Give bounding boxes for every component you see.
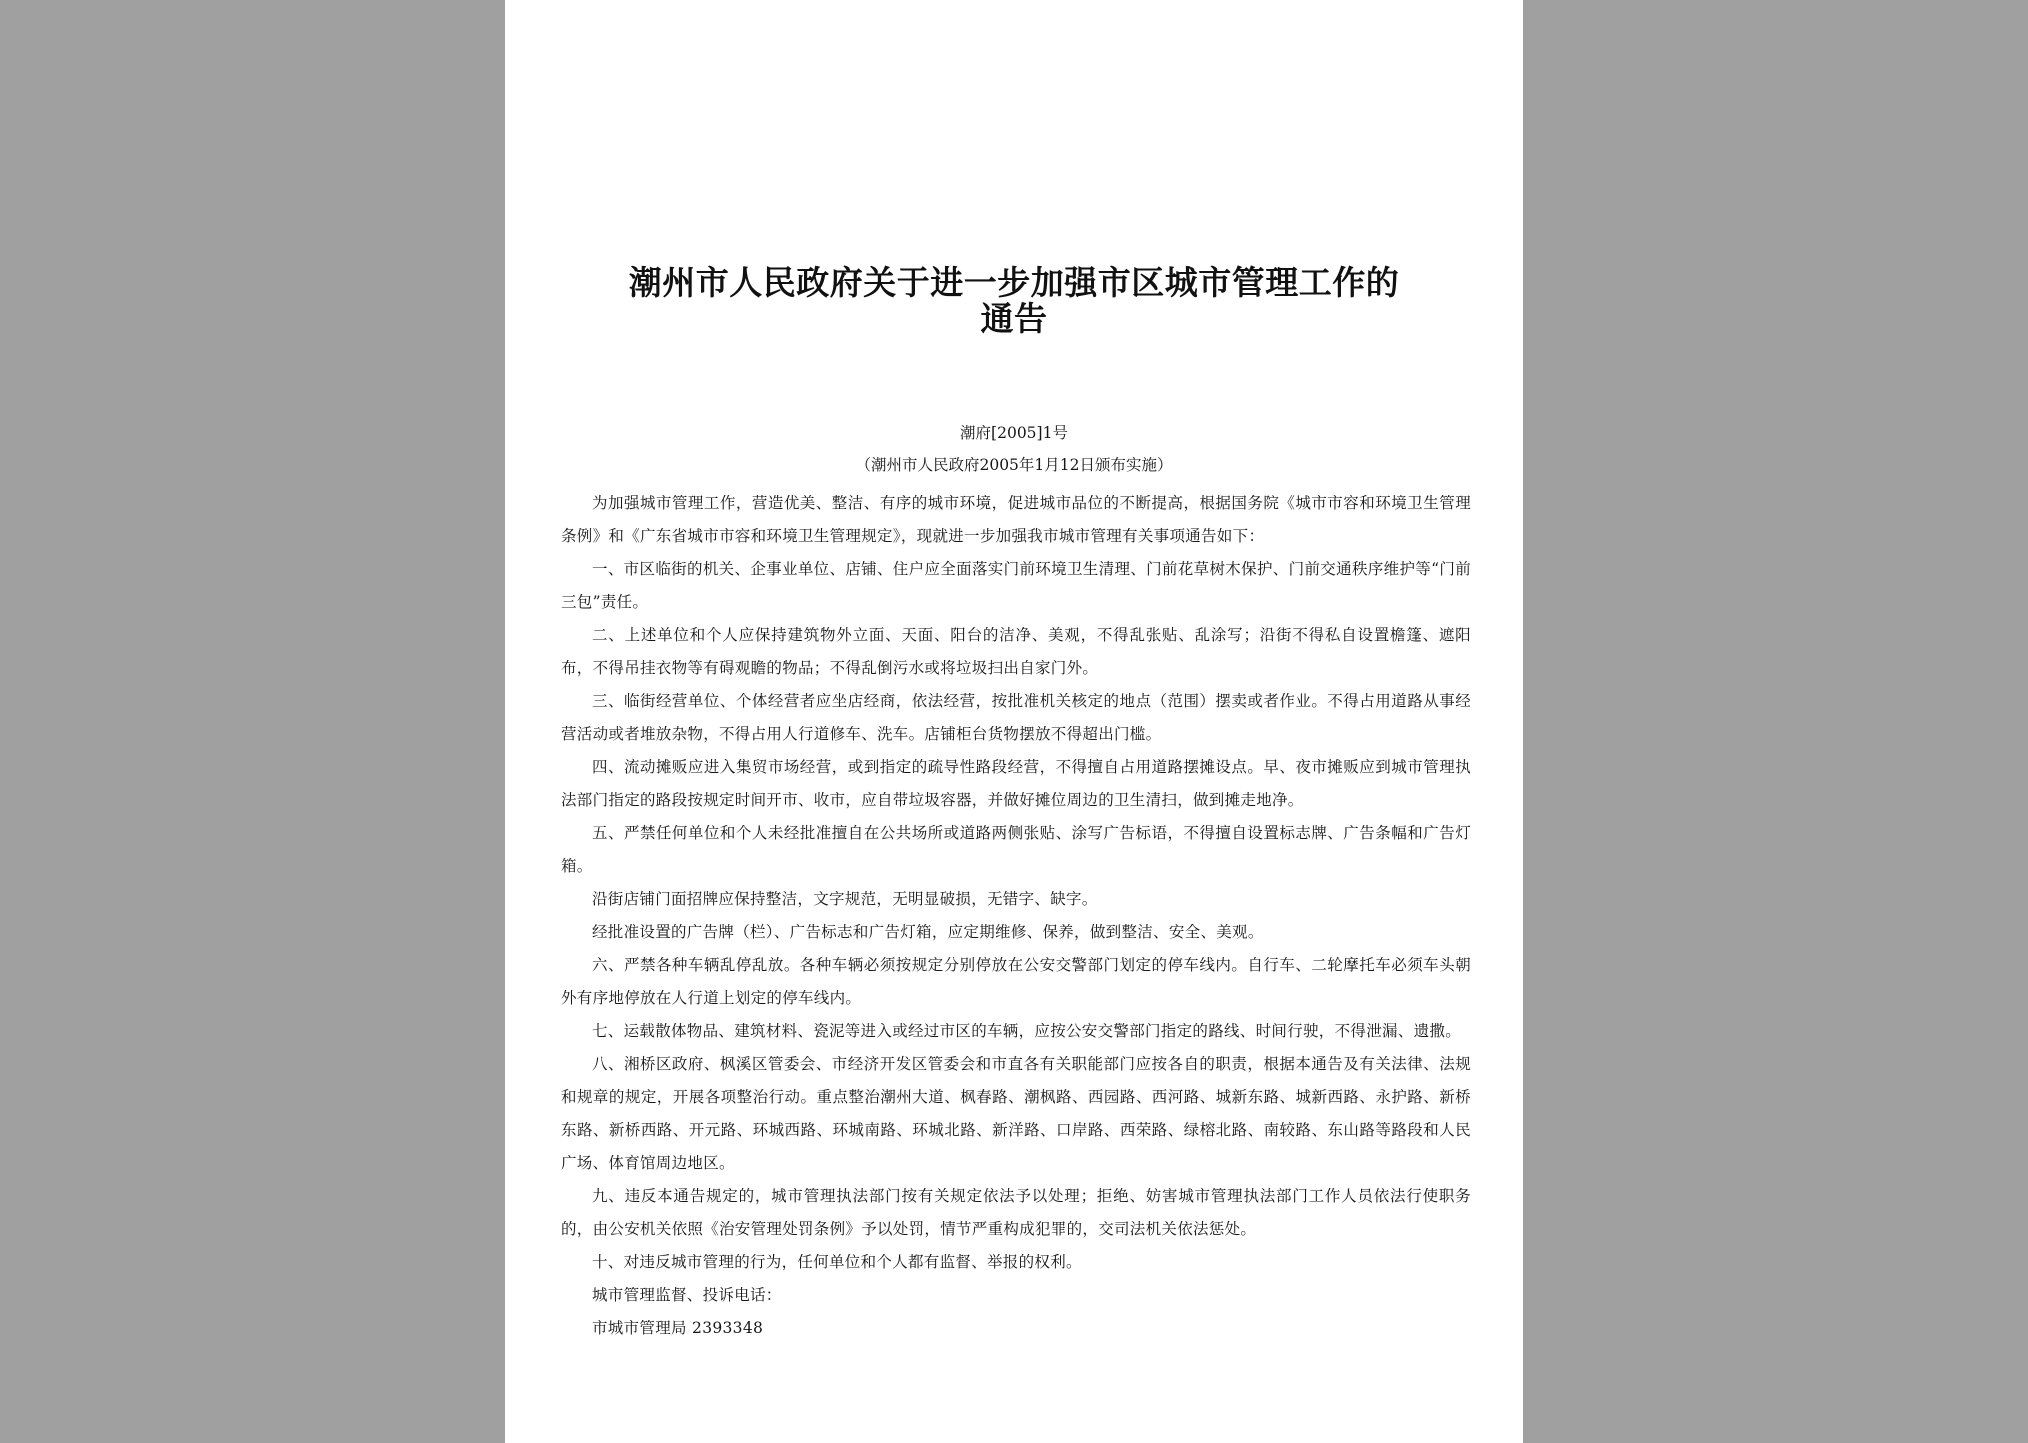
- paragraph-item-5-billboards: 经批准设置的广告牌（栏）、广告标志和广告灯箱，应定期维修、保养，做到整洁、安全、美观。: [592, 923, 1264, 941]
- paragraph-hotline-label: 城市管理监督、投诉电话：: [592, 1286, 782, 1304]
- paragraph-item-8: 八、湘桥区政府、枫溪区管委会、市经济开发区管委会和市直各有关职能部门应按各自的职责，根据本通告及有关法律、法规和规章的规定，开展各项整治行动。重点整治潮州大道、枫春路、潮枫路、西园路、西河路、城新东路、城新西路、永护路、新桥东路、新桥西路、开元路、环城西路、环城南路、环城北路、新洋路、口岸路、西荣路、绿榕北路、南较路、东山路等路段和人民广场、体育馆周边地区。: [561, 1055, 1471, 1172]
- paragraph-item-4: 四、流动摊贩应进入集贸市场经营，或到指定的疏导性路段经营，不得擅自占用道路摆摊设点。早、夜市摊贩应到城市管理执法部门指定的路段按规定时间开市、收市，应自带垃圾容器，并做好摊位周边的卫生清扫，做到摊走地净。: [561, 758, 1471, 809]
- paragraph-item-6: 六、严禁各种车辆乱停乱放。各种车辆必须按规定分别停放在公安交警部门划定的停车线内。自行车、二轮摩托车必须车头朝外有序地停放在人行道上划定的停车线内。: [561, 956, 1471, 1007]
- document-body: [561, 487, 1471, 1345]
- paragraph-item-3: 三、临街经营单位、个体经营者应坐店经商，依法经营，按批准机关核定的地点（范围）摆卖或者作业。不得占用道路从事经营活动或者堆放杂物，不得占用人行道修车、洗车。店铺柜台货物摆放不得超出门槛。: [561, 692, 1471, 743]
- paragraph-item-10: 十、对违反城市管理的行为，任何单位和个人都有监督、举报的权利。: [592, 1253, 1082, 1271]
- paragraph-item-1: 一、市区临街的机关、企事业单位、店铺、住户应全面落实门前环境卫生清理、门前花草树木保护、门前交通秩序维护等“门前三包”责任。: [561, 560, 1471, 611]
- document-number: 潮府[2005]1号: [960, 424, 1068, 442]
- document-title-line-2: 通告: [980, 299, 1048, 338]
- paragraph-item-9: 九、违反本通告规定的，城市管理执法部门按有关规定依法予以处理；拒绝、妨害城市管理执法部门工作人员依法行使职务的，由公安机关依照《治安管理处罚条例》予以处罚，情节严重构成犯罪的，交司法机关依法惩处。: [561, 1187, 1471, 1238]
- document-title-line-1: 潮州市人民政府关于进一步加强市区城市管理工作的: [628, 263, 1400, 302]
- issue-note: （潮州市人民政府2005年1月12日颁布实施）: [855, 456, 1173, 474]
- paragraph-item-5-signboards: 沿街店铺门面招牌应保持整洁，文字规范，无明显破损，无错字、缺字。: [592, 890, 1098, 908]
- paragraph-item-5: 五、严禁任何单位和个人未经批准擅自在公共场所或道路两侧张贴、涂写广告标语，不得擅自设置标志牌、广告条幅和广告灯箱。: [561, 824, 1471, 875]
- paragraph-item-2: 二、上述单位和个人应保持建筑物外立面、天面、阳台的洁净、美观，不得乱张贴、乱涂写；沿街不得私自设置檐篷、遮阳布，不得吊挂衣物等有碍观瞻的物品；不得乱倒污水或将垃圾扫出自家门外。: [561, 626, 1471, 677]
- paragraph-preamble: 为加强城市管理工作，营造优美、整洁、有序的城市环境，促进城市品位的不断提高，根据国务院《城市市容和环境卫生管理条例》和《广东省城市市容和环境卫生管理规定》，现就进一步加强我市城市管理有关事项通告如下：: [561, 494, 1471, 545]
- document-page: [505, 0, 1523, 1443]
- paragraph-item-7: 七、运载散体物品、建筑材料、瓷泥等进入或经过市区的车辆，应按公安交警部门指定的路线、时间行驶，不得泄漏、遗撒。: [592, 1022, 1462, 1040]
- paragraph-hotline-number: 市城市管理局 2393348: [592, 1319, 764, 1337]
